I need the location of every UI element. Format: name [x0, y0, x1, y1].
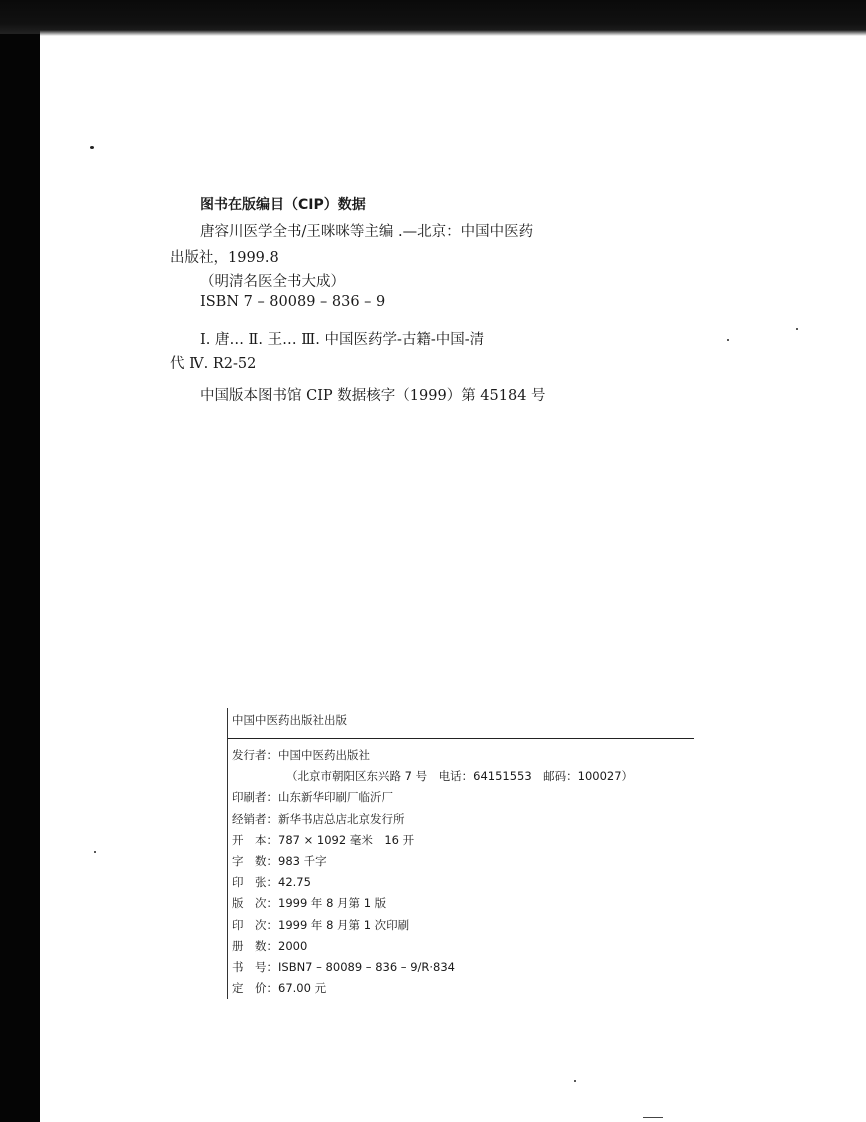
imprint-label: 印 次： [232, 917, 278, 932]
imprint-row [228, 936, 698, 957]
imprint-value: 中国中医药出版社 [278, 748, 370, 762]
imprint-row [228, 787, 698, 808]
imprint-row [228, 809, 698, 830]
imprint-value: （北京市朝阳区东兴路 7 号 电话：64151553 邮码：100027） [286, 769, 634, 784]
scan-mark-bottom [643, 1117, 663, 1118]
cip-heading: 图书在版编目（CIP）数据 [200, 197, 366, 213]
cip-title-line: 唐容川医学全书/王咪咪等主编 .—北京：中国中医药 [200, 224, 534, 240]
imprint-label: 印 张： [232, 875, 278, 890]
cip-publisher-line: 出版社，1999.8 [170, 250, 279, 266]
imprint-label: 字 数： [232, 854, 278, 869]
imprint-value: 42.75 [278, 875, 311, 890]
scan-border-left [0, 0, 40, 1122]
imprint-label: 发行者： [232, 748, 278, 762]
imprint-value: 983 千字 [278, 854, 327, 869]
imprint-row [228, 766, 698, 787]
scan-speck [90, 146, 94, 149]
imprint-row [228, 830, 698, 851]
imprint-value: 新华书店总店北京发行所 [278, 811, 405, 826]
cip-subject-line: Ⅰ. 唐… Ⅱ. 王… Ⅲ. 中国医药学-古籍-中国-清 [200, 332, 485, 348]
cip-isbn-line: ISBN 7 – 80089 – 836 – 9 [200, 294, 386, 310]
imprint-value: 山东新华印刷厂临沂厂 [278, 790, 393, 805]
imprint-label: 经销者： [232, 811, 278, 826]
imprint-row [228, 872, 698, 893]
scan-speck [574, 1080, 576, 1082]
scan-border-top [0, 0, 866, 34]
scan-speck [796, 328, 798, 330]
imprint-value: 1999 年 8 月第 1 版 [278, 896, 387, 911]
imprint-label: 开 本： [232, 832, 278, 847]
imprint-label: 册 数： [232, 938, 278, 953]
imprint-row [228, 915, 698, 936]
imprint-row [228, 957, 698, 978]
imprint-label: 版 次： [232, 896, 278, 911]
imprint-label: 书 号： [232, 960, 278, 975]
imprint-value: 1999 年 8 月第 1 次印刷 [278, 917, 410, 932]
imprint-label: 定 价： [232, 981, 278, 996]
imprint-row [228, 745, 698, 766]
imprint-label: 印刷者： [232, 790, 278, 805]
imprint-row [228, 893, 698, 914]
imprint-publisher: 中国中医药出版社出版 [232, 713, 347, 727]
scan-border-top-edge [40, 30, 866, 36]
cip-classification-line: 代 Ⅳ. R2-52 [170, 356, 257, 372]
imprint-value: 2000 [278, 938, 308, 953]
imprint-row [228, 978, 698, 999]
cip-record-number: 中国版本图书馆 CIP 数据核字（1999）第 45184 号 [200, 388, 546, 404]
scan-speck [727, 339, 729, 341]
imprint-row [228, 851, 698, 872]
imprint-value: 787 × 1092 毫米 16 开 [278, 832, 415, 847]
cip-series-line: （明清名医全书大成） [200, 274, 345, 290]
imprint-value: ISBN7 – 80089 – 836 – 9/R·834 [278, 960, 456, 975]
imprint-divider [228, 738, 694, 739]
imprint-block [227, 708, 698, 999]
scan-speck [94, 851, 96, 853]
imprint-value: 67.00 元 [278, 981, 327, 996]
